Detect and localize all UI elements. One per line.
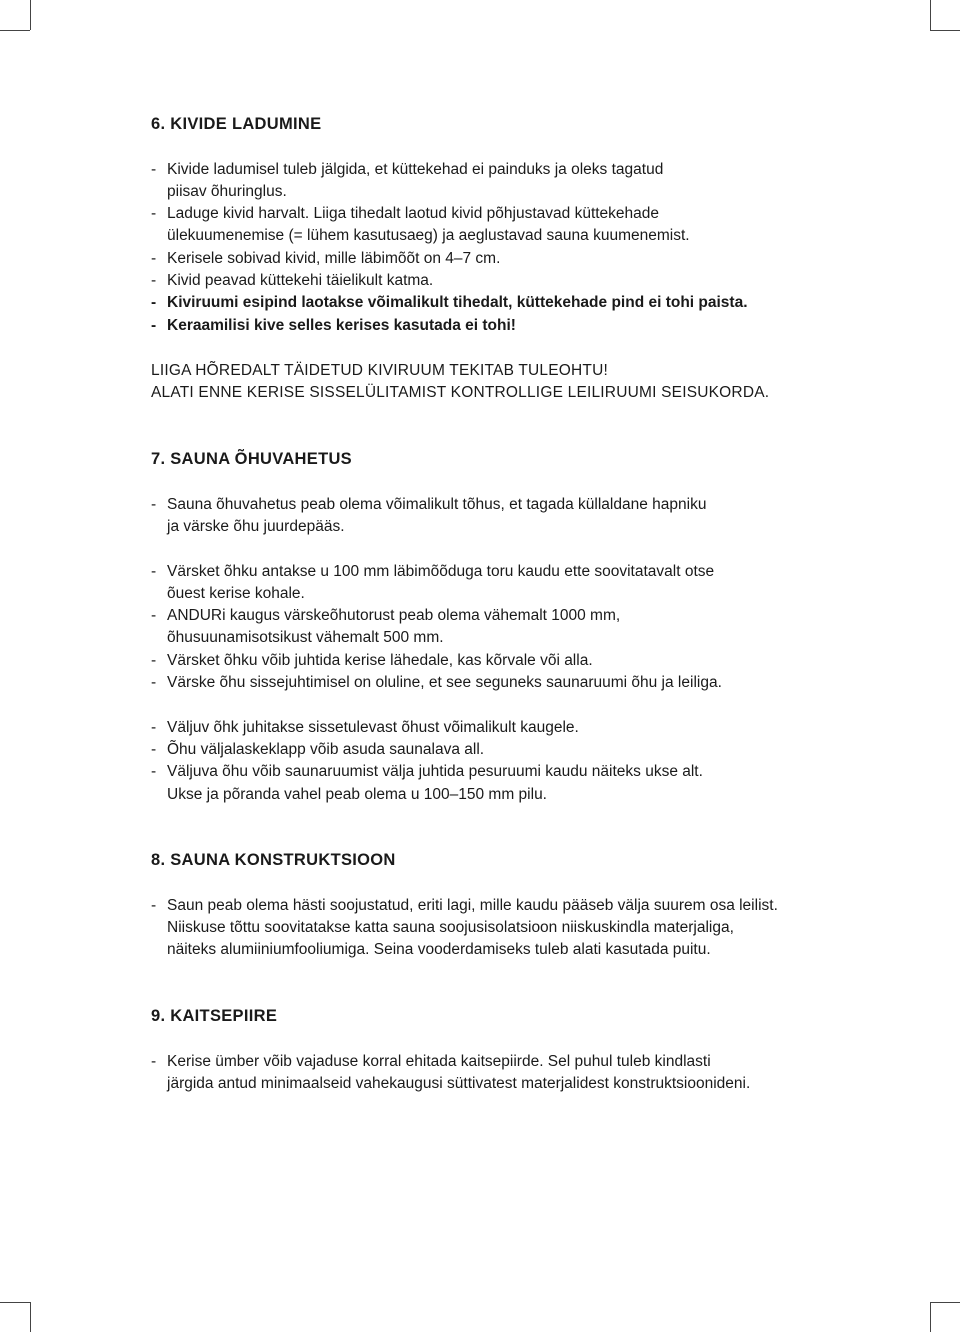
section-heading-6: 6. KIVIDE LADUMINE [151,115,322,133]
list-dash: - [151,272,157,289]
list-item-text: Kivide ladumisel tuleb jälgida, et küttekehad ei painduks ja oleks tagatud [167,161,664,178]
list-item-text: ANDURi kaugus värskeõhutorust peab olema vähemalt 1000 mm, [167,607,621,624]
list-item-text: Sauna õhuvahetus peab olema võimalikult tõhus, et tagada küllaldane hapniku [167,496,707,513]
list-item-text: Kivid peavad küttekehi täielikult katma. [167,272,434,289]
section-heading-9: 9. KAITSEPIIRE [151,1007,278,1025]
crop-mark [0,30,30,31]
list-item-text: Värske õhu sissejuhtimisel on oluline, et see seguneks saunaruumi õhu ja leiliga. [167,674,722,691]
list-item-text: Kerise ümber võib vajaduse korral ehitada kaitsepiirde. Sel puhul tuleb kindlasti [167,1053,711,1070]
list-dash: - [151,205,157,222]
list-dash: - [151,563,157,580]
list-item-text: Värsket õhku antakse u 100 mm läbimõõduga toru kaudu ette soovitatavalt otse [167,563,715,580]
section-heading-8: 8. SAUNA KONSTRUKTSIOON [151,851,396,869]
crop-mark [30,0,31,30]
crop-mark [30,1302,31,1332]
list-item-continuation: ülekuumenemise (= lühem kasutusaeg) ja aeglustavad sauna kuumenemist. [167,227,690,244]
list-dash: - [151,294,157,311]
list-dash: - [151,741,157,758]
list-item-text: Värsket õhku võib juhtida kerise lähedale, kas kõrvale või alla. [167,652,593,669]
list-item-text: Kiviruumi esipind laotakse võimalikult tihedalt, küttekehade pind ei tohi paista. [167,294,748,311]
list-item-continuation: piisav õhuringlus. [167,183,287,200]
list-dash: - [151,1053,157,1070]
list-dash: - [151,607,157,624]
list-item-text: Kerisele sobivad kivid, mille läbimõõt on 4–7 cm. [167,250,501,267]
list-dash: - [151,652,157,669]
list-item-text: Väljuva õhu võib saunaruumist välja juhtida pesuruumi kaudu näiteks ukse alt. [167,763,703,780]
list-item-continuation: näiteks alumiiniumfooliumiga. Seina vooderdamiseks tuleb alati kasutada puitu. [167,941,711,958]
list-item-text: Laduge kivid harvalt. Liiga tihedalt laotud kivid põhjustavad küttekehade [167,205,660,222]
list-item-text: Õhu väljalaskeklapp võib asuda saunalava all. [167,741,485,758]
list-dash: - [151,719,157,736]
list-item-continuation: Niiskuse tõttu soovitatakse katta sauna soojusisolatsioon niiskuskindla materjaliga, [167,919,734,936]
list-item-continuation: õuest kerise kohale. [167,585,305,602]
list-dash: - [151,161,157,178]
list-item-continuation: järgida antud minimaalseid vahekaugusi süttivatest materjalidest konstruktsioonideni. [167,1075,751,1092]
list-item-text: Saun peab olema hästi soojustatud, eriti lagi, mille kaudu pääseb välja suurem osa leilist. [167,897,778,914]
list-item-text: Väljuv õhk juhitakse sissetulevast õhust võimalikult kaugele. [167,719,579,736]
section-heading-7: 7. SAUNA ÕHUVAHETUS [151,450,352,468]
list-dash: - [151,317,157,334]
crop-mark [930,1302,960,1303]
list-dash: - [151,897,157,914]
list-dash: - [151,674,157,691]
warning-text: LIIGA HÕREDALT TÄIDETUD KIVIRUUM TEKITAB TULEOHTU! [151,362,609,379]
crop-mark [930,1302,931,1332]
list-item-continuation: Ukse ja põranda vahel peab olema u 100–150 mm pilu. [167,786,547,803]
crop-mark [930,30,960,31]
warning-text: ALATI ENNE KERISE SISSELÜLITAMIST KONTROLLIGE LEILIRUUMI SEISUKORDA. [151,384,770,401]
list-item-continuation: ja värske õhu juurdepääs. [167,518,345,535]
list-item-continuation: õhusuunamisotsikust vähemalt 500 mm. [167,629,444,646]
list-dash: - [151,763,157,780]
list-dash: - [151,496,157,513]
list-item-text: Keraamilisi kive selles kerises kasutada ei tohi! [167,317,516,334]
crop-mark [930,0,931,30]
crop-mark [0,1302,30,1303]
list-dash: - [151,250,157,267]
